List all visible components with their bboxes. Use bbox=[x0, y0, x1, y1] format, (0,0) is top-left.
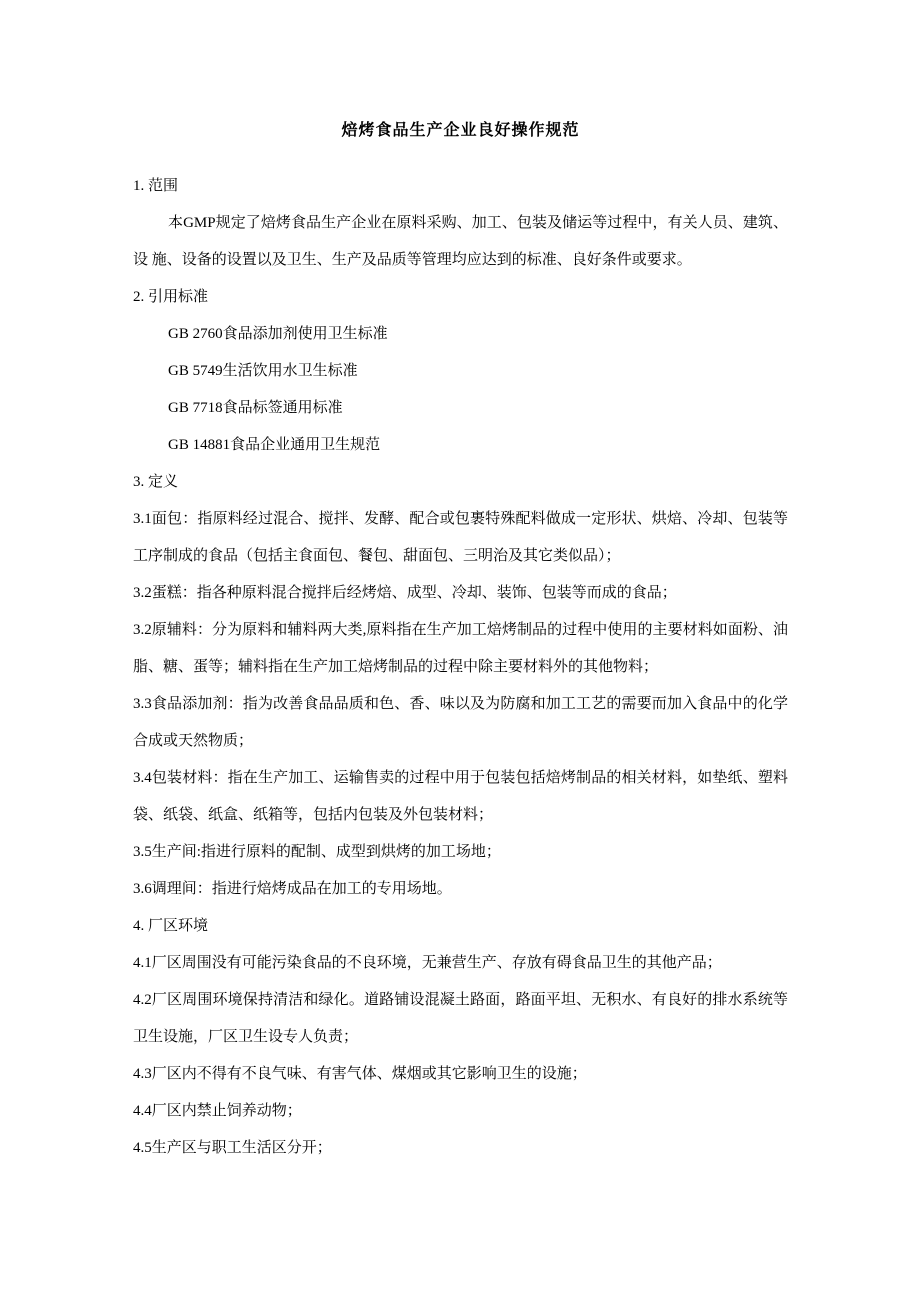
requirement-item-4-3: 4.3厂区内不得有不良气味、有害气体、煤烟或其它影响卫生的设施； bbox=[133, 1066, 587, 1082]
definition-item-3-6: 3.6调理间：指进行焙烤成品在加工的专用场地。 bbox=[133, 881, 452, 897]
document-title: 焙烤食品生产企业良好操作规范 bbox=[341, 122, 580, 139]
reference-item-gb2760: GB 2760食品添加剂使用卫生标准 bbox=[168, 326, 388, 342]
section-heading-definitions: 3. 定义 bbox=[133, 474, 179, 490]
definition-item-3-2-cake: 3.2蛋糕：指各种原料混合搅拌后经烤焙、成型、冷却、装饰、包装等而成的食品； bbox=[133, 585, 677, 601]
section-heading-plant-environment: 4. 厂区环境 bbox=[133, 918, 209, 934]
requirement-item-4-2: 4.2厂区周围环境保持清洁和绿化。道路铺设混凝土路面，路面平坦、无积水、有良好的排水系统等卫生设施，厂区卫生设专人负责； bbox=[133, 992, 788, 1045]
reference-item-gb14881: GB 14881食品企业通用卫生规范 bbox=[168, 437, 381, 453]
section-heading-references: 2. 引用标准 bbox=[133, 289, 209, 305]
definition-item-3-5: 3.5生产间:指进行原料的配制、成型到烘烤的加工场地； bbox=[133, 844, 501, 860]
requirement-item-4-4: 4.4厂区内禁止饲养动物； bbox=[133, 1103, 302, 1119]
definition-item-3-3: 3.3食品添加剂：指为改善食品品质和色、香、味以及为防腐和加工工艺的需要而加入食品中的化学合成或天然物质； bbox=[133, 696, 788, 749]
requirement-item-4-5: 4.5生产区与职工生活区分开； bbox=[133, 1140, 332, 1156]
definition-item-3-2-materials: 3.2原辅料：分为原料和辅料两大类,原料指在生产加工焙烤制品的过程中使用的主要材料如面粉、油脂、糖、蛋等；辅料指在生产加工焙烤制品的过程中除主要材料外的其他物料； bbox=[133, 622, 788, 675]
paragraph-scope: 本GMP规定了焙烤食品生产企业在原料采购、加工、包装及储运等过程中，有关人员、建筑、设 施、设备的设置以及卫生、生产及品质等管理均应达到的标准、良好条件或要求。 bbox=[133, 215, 788, 268]
definition-item-3-1: 3.1面包：指原料经过混合、搅拌、发酵、配合或包裹特殊配料做成一定形状、烘焙、冷却、包装等工序制成的食品（包括主食面包、餐包、甜面包、三明治及其它类似品）； bbox=[133, 511, 788, 564]
section-heading-scope: 1. 范围 bbox=[133, 178, 179, 194]
requirement-item-4-1: 4.1厂区周围没有可能污染食品的不良环境，无兼营生产、存放有碍食品卫生的其他产品； bbox=[133, 955, 722, 971]
definition-item-3-4: 3.4包装材料：指在生产加工、运输售卖的过程中用于包装包括焙烤制品的相关材料，如垫纸、塑料袋、纸袋、纸盒、纸箱等，包括内包装及外包装材料； bbox=[133, 770, 788, 823]
document-body bbox=[133, 168, 788, 1167]
reference-item-gb5749: GB 5749生活饮用水卫生标准 bbox=[168, 363, 358, 379]
reference-item-gb7718: GB 7718食品标签通用标准 bbox=[168, 400, 343, 416]
